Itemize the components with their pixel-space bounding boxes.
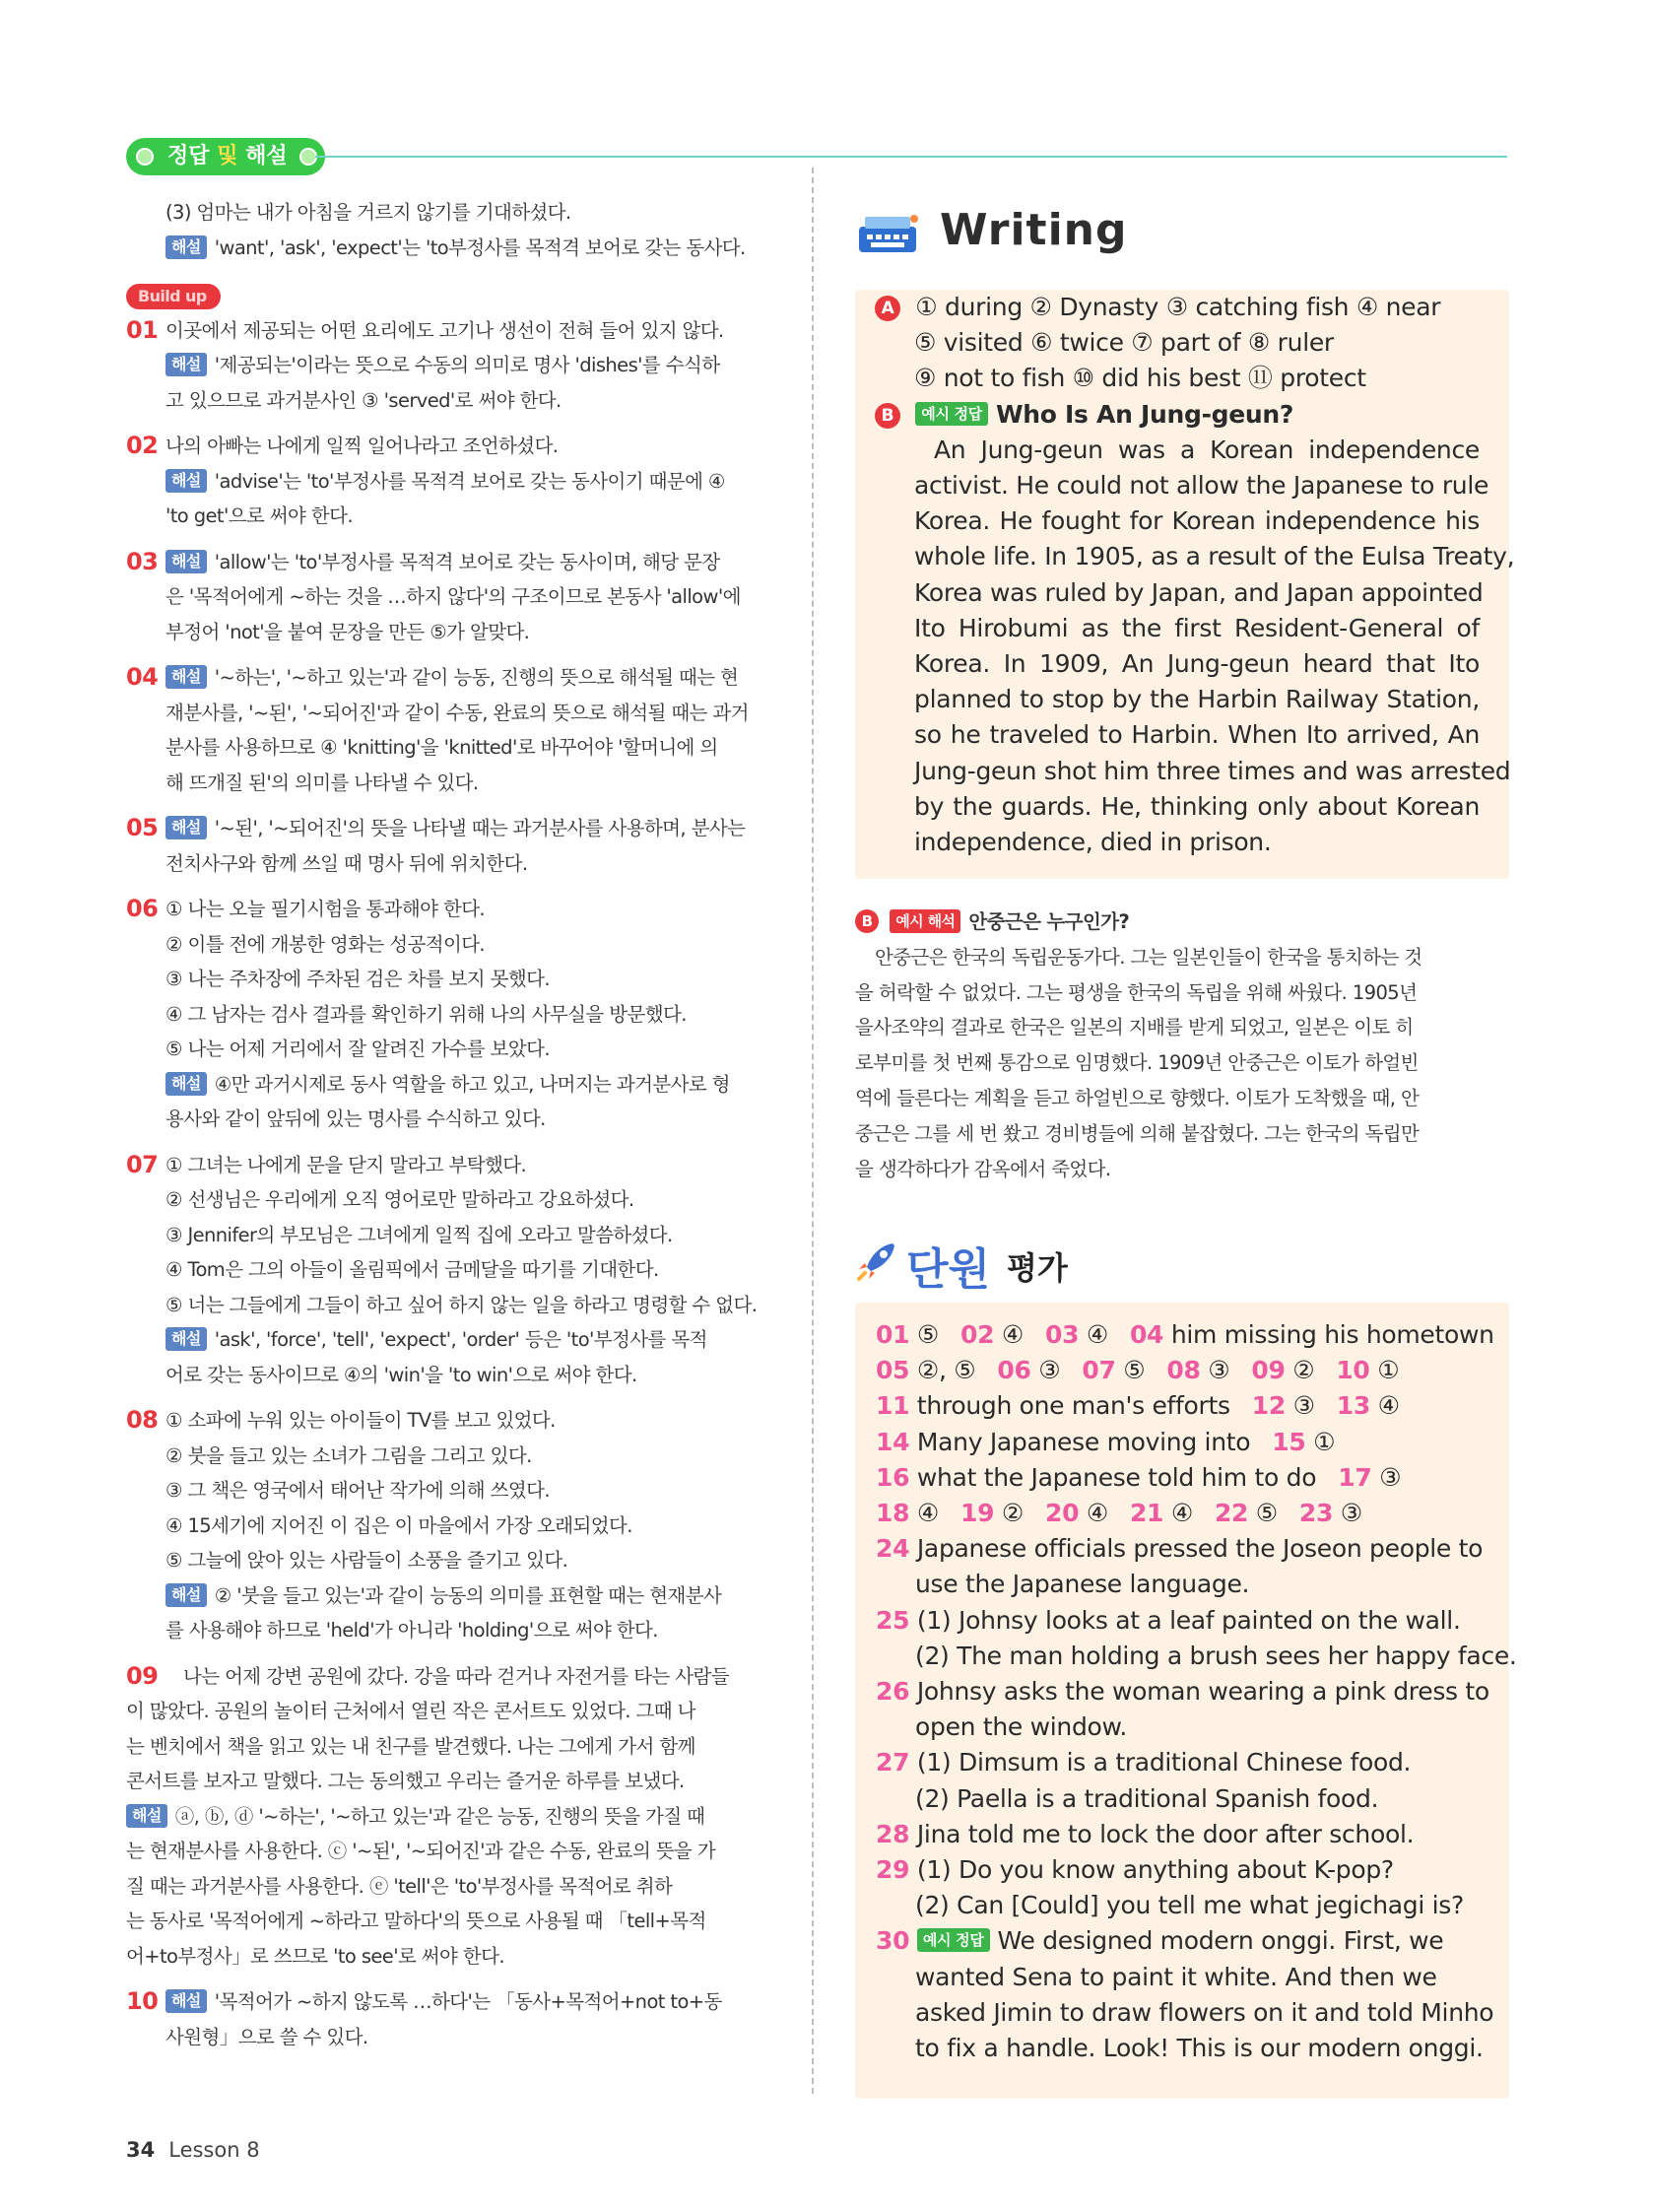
essay-line: by the guards. He, thinking only about Korean (914, 791, 1480, 821)
essay-line: An Jung-geun was a Korean independence (934, 435, 1480, 464)
writing-answer-box (855, 290, 1515, 879)
a-badge: A (875, 296, 900, 321)
item-line (126, 545, 776, 580)
item-number: 10 (126, 1987, 159, 2015)
answer-value: him missing his hometown (1170, 1320, 1494, 1349)
answer-value: asked Jimin to draw flowers on it and told Minho (915, 1997, 1494, 2027)
build-up-b: up (185, 287, 207, 305)
answer-number: 19 (959, 1499, 995, 1528)
item-line (126, 1939, 776, 1975)
essay-title: Who Is An Jung-geun? (995, 399, 1294, 429)
item-gap (126, 800, 776, 811)
answer-number: 21 (1129, 1499, 1164, 1528)
answer-number: 20 (1044, 1499, 1080, 1528)
answer-line (876, 1567, 1517, 1602)
item-line (126, 660, 776, 696)
item-line (126, 1543, 776, 1578)
build-up-a: Build (138, 287, 181, 305)
item-number: 05 (126, 814, 159, 841)
answer-value: use the Japanese language. (915, 1570, 1250, 1599)
translation-line: 역에 들른다는 계획을 듣고 하얼빈으로 향했다. 이토가 도착했을 때, 안 (855, 1086, 1420, 1109)
item-text: 분사를 사용하므로 ④ 'knitting'을 'knitted'로 바꾸어야 '할머니에 의 (165, 736, 718, 759)
answer-value: ④ (916, 1499, 939, 1528)
header-rule (315, 156, 1507, 158)
hae-tag: 해설 (165, 1989, 207, 2013)
hae-tag: 해설 (165, 1583, 207, 1607)
item-text: ⑤ 너는 그들에게 그들이 하고 싶어 하지 않는 일을 하라고 명령할 수 없다. (165, 1293, 758, 1316)
item-line (126, 1322, 776, 1358)
item-text: '~하는', '~하고 있는'과 같이 능동, 진행의 뜻으로 해석될 때는 현 (214, 666, 739, 689)
translation-line: 을 허락할 수 없었다. 그는 평생을 한국의 독립을 위해 싸웠다. 1905년 (855, 980, 1418, 1004)
item-line (126, 696, 776, 731)
item-number: 02 (126, 432, 159, 459)
translation-block (855, 905, 1509, 1186)
answer-value: open the window. (915, 1712, 1128, 1742)
intro-line: (3) 엄마는 내가 아침을 거르지 않기를 기대하셨다. (165, 201, 571, 224)
answer-value: ④ (1170, 1499, 1193, 1528)
answer-value: ⑤ (1255, 1499, 1278, 1528)
item-line (126, 1578, 776, 1614)
item-text: 은 '목적어에게 ~하는 것을 …하지 않다'의 구조이므로 본동사 'allow'에 (165, 585, 741, 608)
essay-line: Jung-geun shot him three times and was arrested (914, 756, 1511, 785)
item-line (126, 313, 776, 349)
answer-line (876, 1960, 1517, 1995)
translation-header (855, 905, 1509, 940)
answer-value: through one man's efforts (916, 1391, 1230, 1421)
answer-value: We designed modern onggi. First, we (997, 1926, 1444, 1956)
item-line (126, 1102, 776, 1137)
item-line (126, 1252, 776, 1288)
item-line (126, 348, 776, 383)
item-line (126, 1984, 776, 2020)
item-text: ③ 그 책은 영국에서 태어난 작가에 의해 쓰였다. (165, 1479, 550, 1502)
item-text: ① 나는 오늘 필기시험을 통과해야 한다. (165, 898, 486, 920)
item-text: '~된', '~되어진'의 뜻을 나타낼 때는 과거분사를 사용하며, 분사는 (214, 817, 746, 839)
answer-row (876, 1388, 1517, 1424)
answer-value: Many Japanese moving into (916, 1427, 1251, 1456)
rocket-icon (855, 1238, 900, 1283)
item-text: ② 붓을 들고 있는 소녀가 그림을 그리고 있다. (165, 1443, 532, 1467)
item-text: ⑤ 나는 어제 거리에서 잘 알려진 가수를 보았다. (165, 1038, 550, 1060)
item-line (126, 429, 776, 464)
essay-line: Ito Hirobumi as the first Resident-General of (914, 613, 1480, 642)
item-text: ③ 나는 주차장에 주차된 검은 차를 보지 못했다. (165, 968, 550, 990)
translation-line: 을사조약의 결과로 한국은 일본의 지배를 받게 되었고, 일본은 이토 히 (855, 1016, 1414, 1039)
a-answers-1: ① during ② Dynasty ③ catching fish ④ near (915, 293, 1441, 321)
answer-number: 06 (997, 1356, 1031, 1385)
answer-number: 30 (876, 1926, 910, 1956)
hae-tag: 해설 (165, 816, 207, 839)
example-answer-tag: 예시 정답 (917, 1928, 990, 1952)
item-text: ② 이틀 전에 개봉한 영화는 성공적이다. (165, 932, 486, 956)
answer-number: 01 (876, 1320, 910, 1349)
item-line (126, 1288, 776, 1323)
answer-line (876, 1781, 1517, 1817)
hae-tag: 해설 (165, 1327, 207, 1351)
item-line (126, 1182, 776, 1218)
answer-header-pill (126, 138, 325, 175)
item-text: ④만 과거시제로 동사 역할을 하고 있고, 나머지는 과거분사로 형 (214, 1072, 730, 1096)
answer-number: 10 (1336, 1356, 1370, 1385)
answer-value: ④ (1001, 1320, 1024, 1349)
essay-line: independence, died in prison. (914, 828, 1272, 857)
item-line (126, 1613, 776, 1648)
item-text: 이 많았다. 공원의 놀이터 근처에서 열린 작은 콘서트도 있었다. 그때 나 (126, 1700, 695, 1722)
intro-line (126, 231, 776, 266)
example-translation-tag: 예시 해석 (890, 909, 960, 933)
answer-value: ④ (1086, 1320, 1108, 1349)
answer-value: (2) The man holding a brush sees her happy face. (915, 1641, 1517, 1670)
answer-value: ① (1313, 1427, 1336, 1456)
answer-row (876, 1496, 1517, 1531)
hae-tag: 해설 (126, 1804, 167, 1828)
answer-line (876, 2031, 1517, 2066)
item-line (126, 2020, 776, 2055)
item-text: 용사와 같이 앞뒤에 있는 명사를 수식하고 있다. (165, 1107, 546, 1130)
answer-number: 22 (1214, 1499, 1249, 1528)
answer-value: ① (1377, 1356, 1400, 1385)
answer-number: 18 (876, 1499, 910, 1528)
build-up-item (126, 1659, 776, 1975)
item-line (126, 1659, 776, 1695)
item-text: 사원형」으로 쓸 수 있다. (165, 2025, 368, 2048)
writing-a-line: ⑤ visited ⑥ twice ⑦ part of ⑧ ruler (914, 328, 1334, 358)
item-text: '제공되는'이라는 뜻으로 수동의 의미로 명사 'dishes'를 수식하 (214, 354, 720, 376)
answer-number: 04 (1129, 1320, 1164, 1349)
item-line (126, 927, 776, 963)
item-line (126, 1358, 776, 1393)
item-text: ① 그녀는 나에게 문을 닫지 말라고 부탁했다. (165, 1153, 527, 1176)
item-line (126, 811, 776, 846)
answer-value: ② (1001, 1499, 1024, 1528)
answer-number: 09 (1251, 1356, 1286, 1385)
answer-header (126, 138, 325, 175)
item-text: ⓐ, ⓑ, ⓓ '~하는', '~하고 있는'과 같은 능동, 진행의 뜻을 가질 때 (174, 1804, 705, 1828)
item-gap (126, 649, 776, 660)
hae-tag: 해설 (165, 469, 207, 493)
item-line (126, 846, 776, 882)
answer-value: ③ (1340, 1499, 1362, 1528)
answer-value: Japanese officials pressed the Joseon people to (916, 1534, 1484, 1564)
answer-value: (2) Paella is a traditional Spanish food. (915, 1783, 1379, 1813)
answer-value: ④ (1377, 1391, 1400, 1421)
build-up-item (126, 313, 776, 419)
answer-number: 27 (876, 1748, 910, 1777)
answer-value: (2) Can [Could] you tell me what jegichagi is? (915, 1891, 1464, 1920)
answer-value: wanted Sena to paint it white. And then we (915, 1962, 1437, 1991)
item-line (126, 579, 776, 615)
pill-text-a: 정답 (167, 144, 210, 168)
item-number: 07 (126, 1150, 159, 1178)
build-up-item (126, 892, 776, 1137)
essay-line: Korea. He fought for Korean independence his (914, 506, 1480, 536)
item-line (126, 997, 776, 1033)
b-badge: B (855, 909, 879, 933)
item-number: 01 (126, 315, 159, 344)
writing-a-block (875, 290, 1440, 433)
answer-line (876, 1923, 1517, 1959)
item-number: 06 (126, 895, 159, 922)
unit-title-b: 평가 (1007, 1249, 1068, 1287)
answer-value: ③ (1208, 1356, 1230, 1385)
answer-number: 14 (876, 1427, 910, 1456)
answer-value: (1) Johnsy looks at a leaf painted on the wall. (916, 1605, 1461, 1635)
hae-tag: 해설 (165, 550, 207, 573)
item-text: 는 벤치에서 책을 읽고 있는 내 친구를 발견했다. 나는 그에게 가서 함께 (126, 1734, 695, 1758)
answer-number: 02 (959, 1320, 995, 1349)
essay-line: Korea. In 1909, An Jung-geun heard that Ito (914, 649, 1480, 679)
answer-row (876, 1425, 1517, 1460)
answer-line (876, 1639, 1517, 1674)
answer-line (876, 1531, 1517, 1567)
answer-value: ③ (1292, 1391, 1315, 1421)
item-line (126, 383, 776, 419)
build-up-badge (126, 284, 221, 309)
answer-value: ④ (1086, 1499, 1108, 1528)
pill-text-c: 해설 (245, 144, 288, 168)
item-gap (126, 418, 776, 429)
item-line (126, 1148, 776, 1183)
answer-value: (1) Do you know anything about K-pop? (916, 1855, 1394, 1885)
item-text: 부정어 'not'을 붙여 문장을 만든 ⑤가 알맞다. (165, 620, 530, 643)
answer-line (876, 1852, 1517, 1888)
item-text: ② 선생님은 우리에게 오직 영어로만 말하라고 강요하셨다. (165, 1188, 634, 1211)
item-line (126, 1904, 776, 1939)
item-text: ⑤ 그늘에 앉아 있는 사람들이 소풍을 즐기고 있다. (165, 1549, 568, 1572)
answer-value: what the Japanese told him to do (916, 1462, 1317, 1492)
answer-value: ⑤ (916, 1320, 939, 1349)
answer-number: 08 (1166, 1356, 1201, 1385)
item-text: 재분사를, '~된', '~되어진'과 같이 수동, 완료의 뜻으로 해석될 때는 과거 (165, 701, 749, 724)
answer-line (876, 1995, 1517, 2031)
answer-number: 12 (1251, 1391, 1286, 1421)
item-line (126, 1764, 776, 1799)
item-text: 'to get'으로 써야 한다. (165, 504, 353, 527)
answer-value: (1) Dimsum is a traditional Chinese food. (916, 1748, 1412, 1777)
answer-line (876, 1745, 1517, 1780)
item-line (126, 499, 776, 534)
answer-line (876, 1674, 1517, 1709)
item-line (126, 1869, 776, 1905)
item-text: ② '붓을 들고 있는'과 같이 능동의 의미를 표현할 때는 현재분사 (214, 1583, 722, 1607)
item-line (126, 1694, 776, 1729)
answer-number: 24 (876, 1534, 910, 1564)
item-text: 나의 아빠는 나에게 일찍 일어나라고 조언하셨다. (165, 435, 559, 457)
essay-line: planned to stop by the Harbin Railway Station, (914, 685, 1480, 714)
build-up-item (126, 545, 776, 650)
item-text: 는 현재분사를 사용한다. ⓒ '~된', '~되어진'과 같은 수동, 완료의 뜻을 가 (126, 1840, 716, 1862)
item-line (126, 1403, 776, 1439)
answer-value: ② (1292, 1356, 1315, 1385)
item-line (126, 464, 776, 500)
pill-text-b: 및 (217, 144, 238, 168)
translation-line: 안중근은 한국의 독립운동가다. 그는 일본인들이 한국을 통치하는 것 (875, 945, 1422, 969)
answer-value: ②, ⑤ (916, 1356, 976, 1385)
build-up-items (126, 313, 776, 2055)
item-text: 어+to부정사」로 쓰므로 'to see'로 써야 한다. (126, 1944, 504, 1968)
item-text: 전치사구와 함께 쓰일 때 명사 뒤에 위치한다. (165, 851, 528, 875)
item-line (126, 615, 776, 650)
unit-title-a: 단원 (906, 1244, 991, 1295)
item-text: ③ Jennifer의 부모님은 그녀에게 일찍 집에 오라고 말씀하셨다. (165, 1223, 673, 1246)
answer-number: 28 (876, 1819, 910, 1848)
translation-lines (855, 940, 1509, 1187)
item-line (126, 1508, 776, 1544)
hae-tag: 해설 (165, 235, 207, 259)
build-up-item (126, 1148, 776, 1393)
build-up-item (126, 1403, 776, 1648)
item-line (126, 766, 776, 801)
item-line (126, 892, 776, 927)
item-text: 나는 어제 강변 공원에 갔다. 강을 따라 걷거나 자전거를 타는 사람들 (183, 1664, 729, 1688)
answer-value: ③ (1038, 1356, 1061, 1385)
item-text: 콘서트를 보자고 말했다. 그는 동의했고 우리는 즐거운 하루를 보냈다. (126, 1770, 685, 1792)
item-text: 'ask', 'force', 'tell', 'expect', 'order' 등은 'to'부정사를 목적 (214, 1328, 707, 1351)
item-text: 'allow'는 'to'부정사를 목적격 보어로 갖는 동사이며, 해당 문장 (214, 550, 720, 573)
page-number: 34 (126, 2138, 156, 2162)
item-text: 'advise'는 'to'부정사를 목적격 보어로 갖는 동사이기 때문에 ④ (214, 469, 725, 493)
answer-line (876, 1709, 1517, 1745)
build-up-item (126, 660, 776, 800)
build-up-item (126, 429, 776, 534)
item-text: ④ 15세기에 지어진 이 집은 이 마을에서 가장 오래되었다. (165, 1513, 632, 1537)
answer-row (876, 1353, 1517, 1388)
writing-b-header (875, 397, 1440, 433)
translation-line: 중근은 그를 세 번 쐈고 경비병들에 의해 붙잡혔다. 그는 한국의 독립만 (855, 1121, 1420, 1145)
item-text: ④ 그 남자는 검사 결과를 확인하기 위해 나의 사무실을 방문했다. (165, 1002, 687, 1026)
writing-title-text: Writing (940, 205, 1128, 255)
answer-line (876, 1817, 1517, 1852)
pill-left-dot (136, 148, 154, 166)
left-column (126, 195, 776, 2054)
hae-tag: 해설 (165, 665, 207, 689)
build-up-item (126, 1984, 776, 2054)
item-text: '목적어가 ~하지 않도록 …하다'는 「동사+목적어+not to+동 (214, 1990, 722, 2013)
typewriter-icon (855, 213, 920, 256)
answer-number: 25 (876, 1605, 910, 1635)
item-gap (126, 881, 776, 892)
answer-line (876, 1888, 1517, 1923)
item-text: 질 때는 과거분사를 사용한다. ⓔ 'tell'은 'to'부정사를 목적어로 취하 (126, 1874, 673, 1898)
item-line (126, 1067, 776, 1103)
item-text: 고 있으므로 과거분사인 ③ 'served'로 써야 한다. (165, 388, 562, 412)
column-divider (812, 168, 814, 2094)
item-gap (126, 1648, 776, 1659)
answer-number: 13 (1336, 1391, 1370, 1421)
translation-line: 을 생각하다가 감옥에서 죽었다. (855, 1157, 1111, 1180)
item-gap (126, 534, 776, 545)
item-line (126, 1729, 776, 1765)
essay-line: whole life. In 1905, as a result of the Eulsa Treaty, (914, 542, 1515, 571)
item-number: 04 (126, 663, 159, 691)
item-line (126, 1799, 776, 1835)
answer-number: 17 (1338, 1462, 1372, 1492)
item-line (126, 730, 776, 766)
writing-a-line (875, 290, 1440, 325)
answer-value: ③ (1379, 1462, 1402, 1492)
item-text: 해 뜨개질 된'의 의미를 나타낼 수 있다. (165, 771, 479, 794)
item-line (126, 1834, 776, 1869)
item-line (126, 1032, 776, 1067)
hae-tag: 해설 (165, 1072, 207, 1096)
example-answer-tag: 예시 정답 (915, 402, 988, 426)
item-text: 는 동사로 '목적어에게 ~하라고 말하다'의 뜻으로 사용될 때 「tell+목적 (126, 1910, 706, 1932)
item-line (126, 1218, 776, 1253)
item-text: ④ Tom은 그의 아들이 올림픽에서 금메달을 따기를 기대한다. (165, 1258, 659, 1281)
item-gap (126, 1392, 776, 1403)
answer-number: 23 (1298, 1499, 1334, 1528)
intro-explain: 'want', 'ask', 'expect'는 'to부정사를 목적격 보어로 갖는 동사다. (214, 235, 746, 259)
item-number: 08 (126, 1406, 159, 1434)
answer-row (876, 1460, 1517, 1496)
answer-value: Johnsy asks the woman wearing a pink dress to (916, 1677, 1489, 1707)
translation-title: 안중근은 누구인가? (968, 910, 1130, 933)
build-up-item (126, 811, 776, 881)
answer-line (876, 1603, 1517, 1639)
answer-value: ⑤ (1123, 1356, 1146, 1385)
answer-number: 07 (1082, 1356, 1116, 1385)
item-line (126, 1473, 776, 1508)
item-number: 09 (126, 1661, 159, 1690)
hae-tag: 해설 (165, 353, 207, 376)
item-gap (126, 1974, 776, 1984)
pill-right-dot (299, 148, 317, 166)
answer-number: 11 (876, 1391, 910, 1421)
item-gap (126, 1137, 776, 1148)
essay-line: activist. He could not allow the Japanese to rule (914, 471, 1489, 500)
lesson-label: Lesson 8 (168, 2138, 260, 2162)
item-text: 어로 갖는 동사이므로 ④의 'win'을 'to win'으로 써야 한다. (165, 1363, 637, 1386)
item-line (126, 1439, 776, 1474)
answer-number: 26 (876, 1677, 910, 1707)
answer-value: to fix a handle. Look! This is our modern onggi. (915, 2034, 1484, 2063)
b-badge: B (875, 403, 900, 429)
essay-body (914, 433, 1515, 860)
item-text: ① 소파에 누워 있는 아이들이 TV를 보고 있었다. (165, 1409, 556, 1432)
writing-a-line: ⑨ not to fish ⑩ did his best ⑪ protect (914, 364, 1366, 393)
unit-answers (876, 1317, 1517, 2066)
answer-number: 15 (1272, 1427, 1306, 1456)
item-number: 03 (126, 547, 159, 575)
item-text: 이곳에서 제공되는 어떤 요리에도 고기나 생선이 전혀 들어 있지 않다. (165, 318, 724, 342)
essay-line: so he traveled to Harbin. When Ito arrived, An (914, 720, 1480, 750)
answer-value: Jina told me to lock the door after school. (916, 1819, 1415, 1848)
answer-number: 16 (876, 1462, 910, 1492)
essay-line: Korea was ruled by Japan, and Japan appointed (914, 577, 1484, 607)
translation-line: 로부미를 첫 번째 통감으로 임명했다. 1909년 안중근은 이토가 하얼빈 (855, 1051, 1419, 1075)
answer-number: 05 (876, 1356, 910, 1385)
item-text: 를 사용해야 하므로 'held'가 아니라 'holding'으로 써야 한다. (165, 1619, 658, 1642)
page-footer (126, 2138, 260, 2162)
item-line (126, 962, 776, 997)
answer-number: 29 (876, 1855, 910, 1885)
answer-row (876, 1317, 1517, 1353)
answer-number: 03 (1044, 1320, 1080, 1349)
